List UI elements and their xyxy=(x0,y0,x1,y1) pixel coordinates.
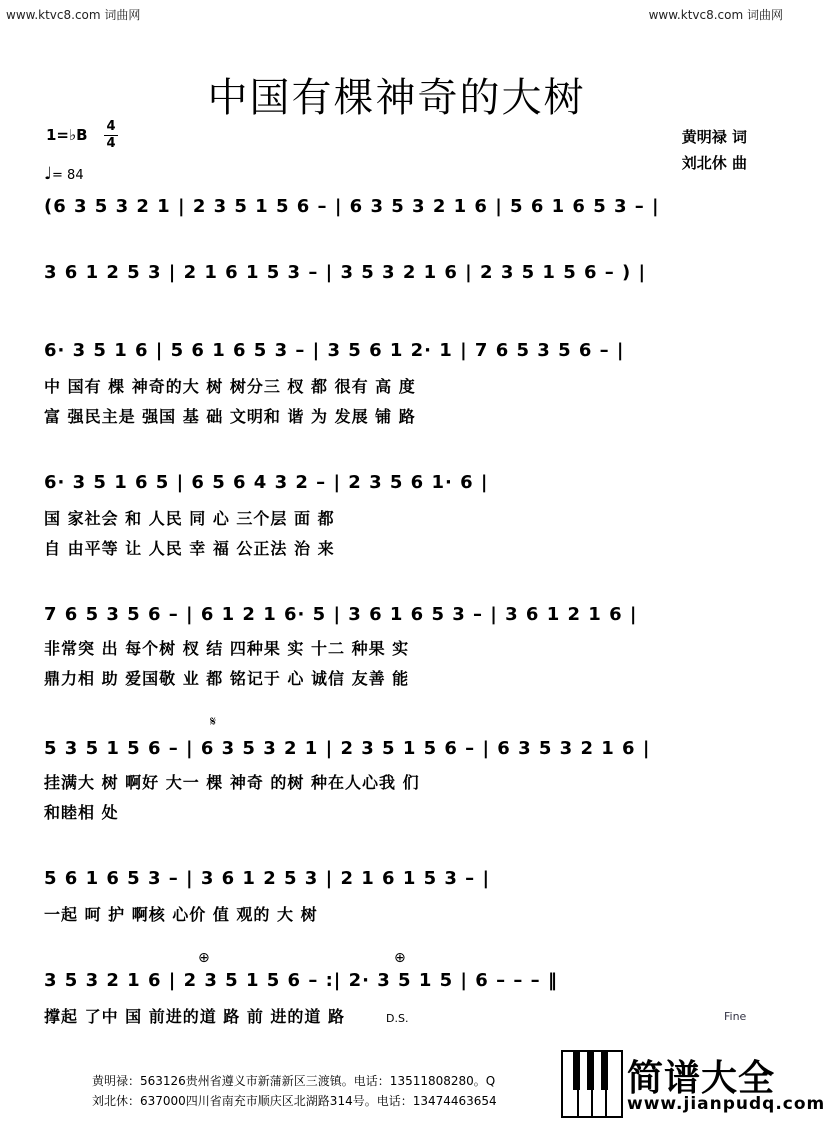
footer-lyricist-contact: 黄明禄：563126贵州省遵义市新蒲新区三渡镇。电话：13511808280。Q xyxy=(92,1074,496,1088)
footer-composer-contact: 刘北休：637000四川省南充市顺庆区北湖路314号。电话：13474463654 xyxy=(92,1094,497,1108)
logo-title: 简谱大全 xyxy=(627,1058,776,1099)
time-denominator: 4 xyxy=(106,136,116,151)
piano-keys-icon xyxy=(561,1050,623,1118)
score-line-1: (6 3 5 3 2 1 | 2 3 5 1 5 6 – | 6 3 5 3 2 1 6 | 5 6 1 6 5 3 – | xyxy=(44,196,660,217)
lyric-line-4-verse1: 国 家社会 和 人民 同 心 三个层 面 都 xyxy=(44,509,335,528)
fine-mark: Fine xyxy=(724,1010,747,1023)
score-line-5: 7 6 5 3 5 6 – | 6 1 2 1 6· 5 | 3 6 1 6 5 3 – | 3 6 1 2 1 6 | xyxy=(44,604,638,625)
site-watermark-right: www.ktvc8.com 词曲网 xyxy=(648,8,783,22)
lyric-line-6-verse1: 挂满大 树 啊好 大一 棵 神奇 的树 种在人心我 们 xyxy=(44,773,420,792)
tempo-value: = 84 xyxy=(52,168,84,183)
lyric-line-4-verse2: 自 由平等 让 人民 幸 福 公正法 治 来 xyxy=(44,539,335,558)
lyric-line-5-verse1: 非常突 出 每个树 杈 结 四种果 实 十二 种果 实 xyxy=(44,639,410,658)
quarter-note-icon: ♩ xyxy=(44,164,53,184)
site-logo xyxy=(561,1050,825,1116)
song-title: 中国有棵神奇的大树 xyxy=(207,75,586,121)
lyric-line-3-verse1: 中 国有 棵 神奇的大 树 树分三 杈 都 很有 高 度 xyxy=(44,377,416,396)
composer-credit: 刘北休 曲 xyxy=(681,154,747,172)
score-line-2: 3 6 1 2 5 3 | 2 1 6 1 5 3 – | 3 5 3 2 1 6 | 2 3 5 1 5 6 – ) | xyxy=(44,262,647,283)
lyricist-credit: 黄明禄 词 xyxy=(681,128,747,146)
score-line-4: 6· 3 5 1 6 5 | 6 5 6 4 3 2 – | 2 3 5 6 1· 6 | xyxy=(44,472,489,493)
lyric-line-6-verse2: 和睦相 处 xyxy=(44,803,119,822)
coda-icon: ⊕ xyxy=(198,950,210,966)
site-watermark-left: www.ktvc8.com 词曲网 xyxy=(6,8,141,22)
tempo-marking xyxy=(44,164,84,184)
time-numerator: 4 xyxy=(106,119,116,134)
lyric-line-7-verse1: 一起 呵 护 啊核 心价 值 观的 大 树 xyxy=(44,905,318,924)
lyric-line-8-verse1: 撑起 了中 国 前进的道 路 前 进的道 路 xyxy=(44,1007,345,1026)
coda-icon-second: ⊕ xyxy=(394,950,406,966)
dal-segno-mark: D.S. xyxy=(386,1012,409,1025)
key-signature: 1=♭B xyxy=(46,126,88,144)
lyric-line-5-verse2: 鼎力相 助 爱国敬 业 都 铭记于 心 诚信 友善 能 xyxy=(44,669,410,688)
score-line-8: 3 5 3 2 1 6 | 2 3 5 1 5 6 – :| 2· 3 5 1 5 | 6 – – – ‖ xyxy=(44,970,558,991)
time-signature xyxy=(104,120,118,151)
lyric-line-3-verse2: 富 强民主是 强国 基 础 文明和 谐 为 发展 铺 路 xyxy=(44,407,416,426)
score-line-3: 6· 3 5 1 6 | 5 6 1 6 5 3 – | 3 5 6 1 2· 1 | 7 6 5 3 5 6 – | xyxy=(44,340,625,361)
score-line-6: 5 3 5 1 5 6 – | 6 3 5 3 2 1 | 2 3 5 1 5 6 – | 6 3 5 3 2 1 6 | xyxy=(44,738,651,759)
logo-url: www.jianpudq.com xyxy=(627,1094,825,1114)
score-line-7: 5 6 1 6 5 3 – | 3 6 1 2 5 3 | 2 1 6 1 5 3 – | xyxy=(44,868,491,889)
segno-icon: 𝄋 xyxy=(210,714,217,730)
